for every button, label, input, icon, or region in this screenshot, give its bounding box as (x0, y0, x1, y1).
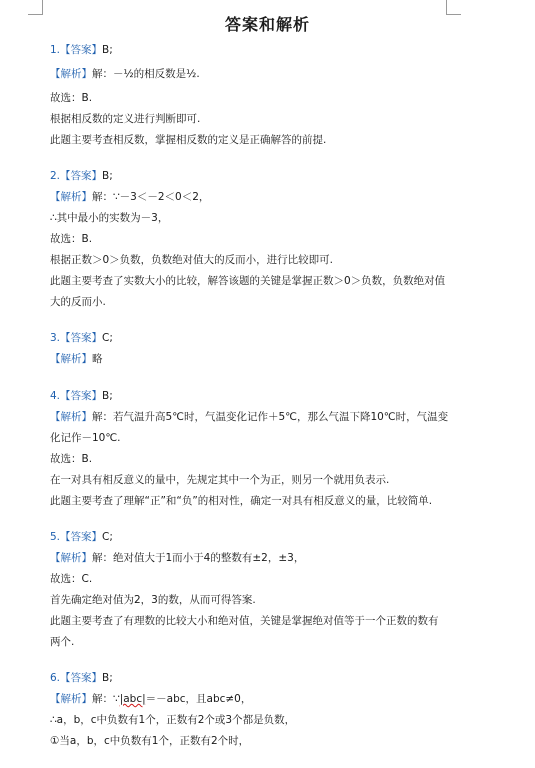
q4-answer: B; (102, 390, 113, 402)
q6-analysis-prefix: 解：∵ (92, 693, 120, 705)
q6-analysis-tag: 【解析】 (50, 693, 92, 705)
q4-choice: 故选：B. (50, 453, 93, 465)
q1-analysis: 解：－½的相反数是½. (92, 68, 200, 80)
q1-analysis-line (50, 67, 470, 81)
q5-text-3: 两个. (50, 636, 75, 648)
q3-analysis: 略 (92, 353, 103, 365)
q6-number: 6. (50, 672, 61, 684)
q4-text-1: 化记作－10℃. (50, 432, 121, 444)
q5-choice: 故选：C. (50, 573, 93, 585)
q1-choice: 故选：B. (50, 92, 93, 104)
q1-answer-tag: 【答案】 (60, 44, 103, 56)
q5-answer-tag: 【答案】 (60, 531, 103, 543)
q4-analysis-line (50, 410, 470, 424)
q2-analysis-line (50, 190, 470, 204)
q6-text-1: ∴a，b，c中负数有1个，正数有2个或3个都是负数， (50, 714, 296, 726)
q4-analysis: 解：若气温升高5℃时，气温变化记作＋5℃，那么气温下降10℃时，气温变 (92, 411, 449, 423)
q1-analysis-tag: 【解析】 (50, 68, 92, 80)
q4-analysis-tag: 【解析】 (50, 411, 92, 423)
q6-analysis-line (50, 692, 470, 706)
q2-choice: 故选：B. (50, 233, 93, 245)
q2-analysis: 解：∵－3＜－2＜0＜2， (92, 191, 210, 203)
q1-text-1: 根据相反数的定义进行判断即可. (50, 113, 201, 125)
q6-answer-line (50, 671, 470, 685)
q3-answer: C; (102, 332, 113, 344)
q2-number: 2. (50, 170, 61, 182)
q6-text-2: ①当a，b，c中负数有1个，正数有2个时， (50, 735, 250, 747)
q2-text-4: 大的反而小. (50, 296, 106, 308)
q5-analysis: 解：绝对值大于1而小于4的整数有±2，±3， (92, 552, 305, 564)
q5-answer-line (50, 530, 470, 544)
q5-analysis-tag: 【解析】 (50, 552, 92, 564)
q1-answer: B; (102, 44, 113, 56)
q4-text-3: 此题主要考查了理解“正”和“负”的相对性，确定一对具有相反意义的量，比较简单. (50, 495, 433, 507)
q2-analysis-tag: 【解析】 (50, 191, 92, 203)
q5-analysis-line (50, 551, 470, 565)
q4-answer-tag: 【答案】 (60, 390, 103, 402)
q5-text-1: 首先确定绝对值为2，3的数，从而可得答案. (50, 594, 256, 606)
q2-text-2: 根据正数＞0＞负数，负数绝对值大的反而小，进行比较即可. (50, 254, 334, 266)
q4-text-2: 在一对具有相反意义的量中，先规定其中一个为正，则另一个就用负表示. (50, 474, 390, 486)
q3-analysis-tag: 【解析】 (50, 353, 92, 365)
q5-text-2: 此题主要考查了有理数的比较大小和绝对值，关键是掌握绝对值等于一个正数的数有 (50, 615, 439, 627)
q1-answer-line (50, 43, 470, 57)
q3-number: 3. (50, 332, 61, 344)
page-title: 答案和解析 (224, 15, 310, 34)
q2-text-3: 此题主要考查了实数大小的比较，解答该题的关键是掌握正数＞0＞负数，负数绝对值 (50, 275, 446, 287)
q6-spellcheck-underlined-term: |abc| (119, 693, 146, 705)
q1-text-2: 此题主要考查相反数，掌握相反数的定义是正确解答的前提. (50, 134, 327, 146)
q6-answer: B; (102, 672, 113, 684)
q2-answer-tag: 【答案】 (60, 170, 103, 182)
q2-answer-line (50, 169, 470, 183)
q4-number: 4. (50, 390, 61, 402)
q1-number: 1. (50, 44, 61, 56)
q2-text-1: ∴其中最小的实数为－3， (50, 212, 169, 224)
q6-analysis-rest: ＝－abc，且abc≠0， (145, 693, 252, 705)
q3-answer-tag: 【答案】 (60, 332, 103, 344)
q4-answer-line (50, 389, 470, 403)
q5-number: 5. (50, 531, 61, 543)
q3-analysis-line (50, 352, 470, 366)
q6-answer-tag: 【答案】 (60, 672, 103, 684)
q2-answer: B; (102, 170, 113, 182)
q3-answer-line (50, 331, 470, 345)
q5-answer: C; (102, 531, 113, 543)
